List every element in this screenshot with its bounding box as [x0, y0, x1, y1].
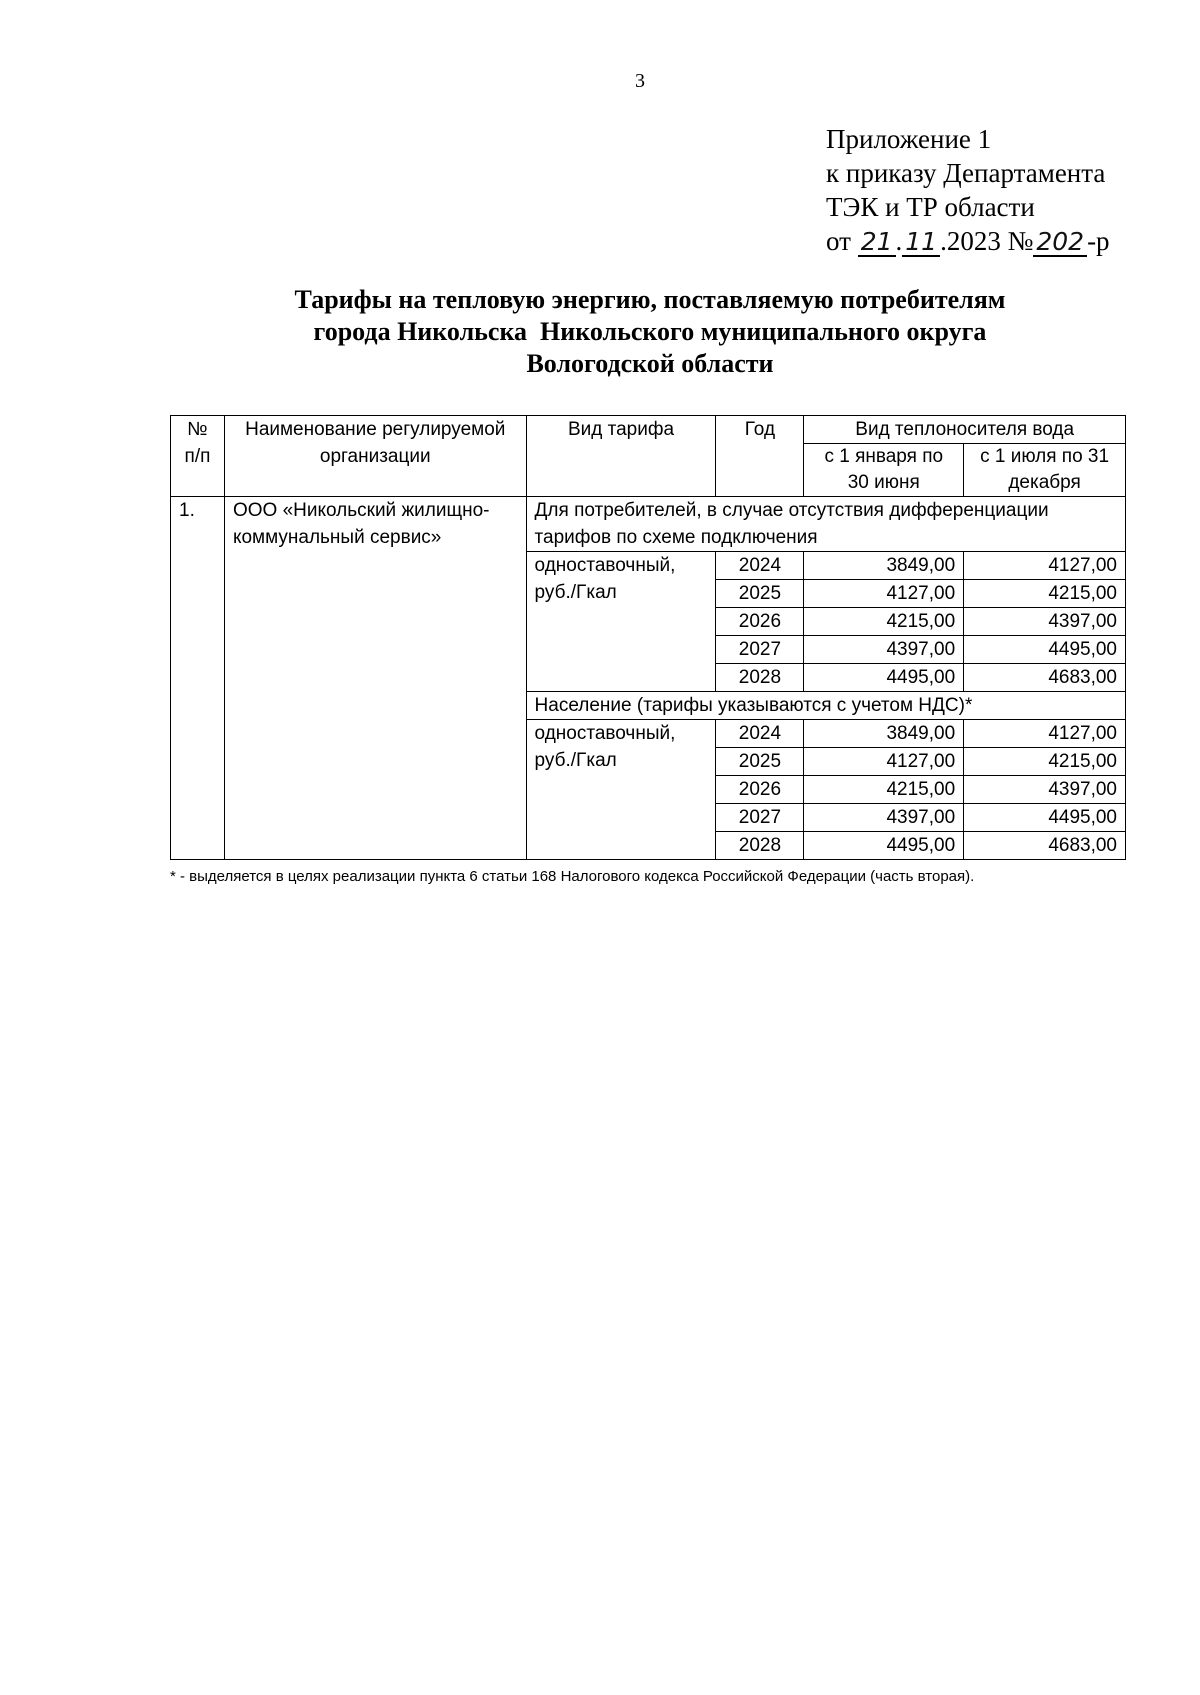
appendix-block	[826, 122, 1110, 258]
year-and-number-sign: .2023 №	[940, 226, 1034, 256]
organization-name: ООО «Никольский жилищно-коммунальный сервис»	[224, 497, 526, 860]
tariff-period-1: 3849,00	[804, 720, 964, 748]
year-cell: 2028	[716, 832, 804, 860]
tariff-period-2: 4127,00	[964, 720, 1126, 748]
year-cell: 2025	[716, 748, 804, 776]
handwritten-day: 21	[858, 229, 896, 257]
title-line-1: Тарифы на тепловую энергию, поставляемую потребителям	[294, 285, 1006, 314]
year-cell: 2027	[716, 636, 804, 664]
year-cell: 2024	[716, 552, 804, 580]
title-line-2: города Никольска Никольского муниципального округа	[313, 317, 987, 346]
page-number: 3	[635, 70, 645, 92]
title-line-3: Вологодской области	[526, 349, 774, 378]
tariff-period-1: 4397,00	[804, 804, 964, 832]
tariff-period-1: 4127,00	[804, 580, 964, 608]
tariff-period-1: 4495,00	[804, 664, 964, 692]
order-number-suffix: -р	[1087, 226, 1110, 256]
header-row-1	[171, 416, 1126, 444]
tariff-period-1: 4397,00	[804, 636, 964, 664]
header-year: Год	[716, 416, 804, 497]
group-1-heading-row	[171, 497, 1126, 552]
year-cell: 2026	[716, 776, 804, 804]
tariff-period-2: 4683,00	[964, 832, 1126, 860]
tariff-period-1: 4215,00	[804, 608, 964, 636]
tariffs-table	[170, 415, 1126, 860]
appendix-line-3: ТЭК и ТР области	[826, 192, 1035, 222]
appendix-line-1: Приложение 1	[826, 124, 992, 154]
header-no: № п/п	[171, 416, 225, 497]
year-cell: 2026	[716, 608, 804, 636]
tariff-period-1: 4127,00	[804, 748, 964, 776]
tariff-period-1: 4495,00	[804, 832, 964, 860]
tariff-type-cell: одноставочный, руб./Гкал	[526, 720, 716, 860]
footnote: * - выделяется в целях реализации пункта 6 статьи 168 Налогового кодекса Российской Федерации (часть вторая).	[170, 868, 975, 885]
tariff-period-2: 4683,00	[964, 664, 1126, 692]
tariff-period-2: 4495,00	[964, 804, 1126, 832]
tariff-period-2: 4127,00	[964, 552, 1126, 580]
tariff-period-1: 3849,00	[804, 552, 964, 580]
header-period-2: с 1 июля по 31 декабря	[964, 444, 1126, 497]
header-period-1: с 1 января по 30 июня	[804, 444, 964, 497]
tariff-period-2: 4215,00	[964, 580, 1126, 608]
handwritten-order-number: 202	[1033, 229, 1087, 257]
year-cell: 2024	[716, 720, 804, 748]
tariff-period-2: 4397,00	[964, 776, 1126, 804]
year-cell: 2028	[716, 664, 804, 692]
date-prefix: от	[826, 226, 851, 256]
handwritten-month: 11	[902, 229, 940, 257]
year-cell: 2025	[716, 580, 804, 608]
appendix-date-line	[826, 224, 1110, 258]
tariff-period-2: 4215,00	[964, 748, 1126, 776]
appendix-line-2: к приказу Департамента	[826, 158, 1106, 188]
header-heat-carrier: Вид теплоносителя вода	[804, 416, 1126, 444]
tariff-period-2: 4495,00	[964, 636, 1126, 664]
group-heading: Население (тарифы указываются с учетом НДС)*	[526, 692, 1125, 720]
header-tariff-type: Вид тарифа	[526, 416, 716, 497]
document-title	[160, 284, 1140, 380]
group-heading: Для потребителей, в случае отсутствия дифференциации тарифов по схеме подключения	[526, 497, 1125, 552]
tariff-period-1: 4215,00	[804, 776, 964, 804]
row-number: 1.	[171, 497, 225, 860]
year-cell: 2027	[716, 804, 804, 832]
tariff-type-cell: одноставочный, руб./Гкал	[526, 552, 716, 692]
header-organization: Наименование регулируемой организации	[224, 416, 526, 497]
tariff-period-2: 4397,00	[964, 608, 1126, 636]
date-separator: .	[895, 226, 903, 256]
